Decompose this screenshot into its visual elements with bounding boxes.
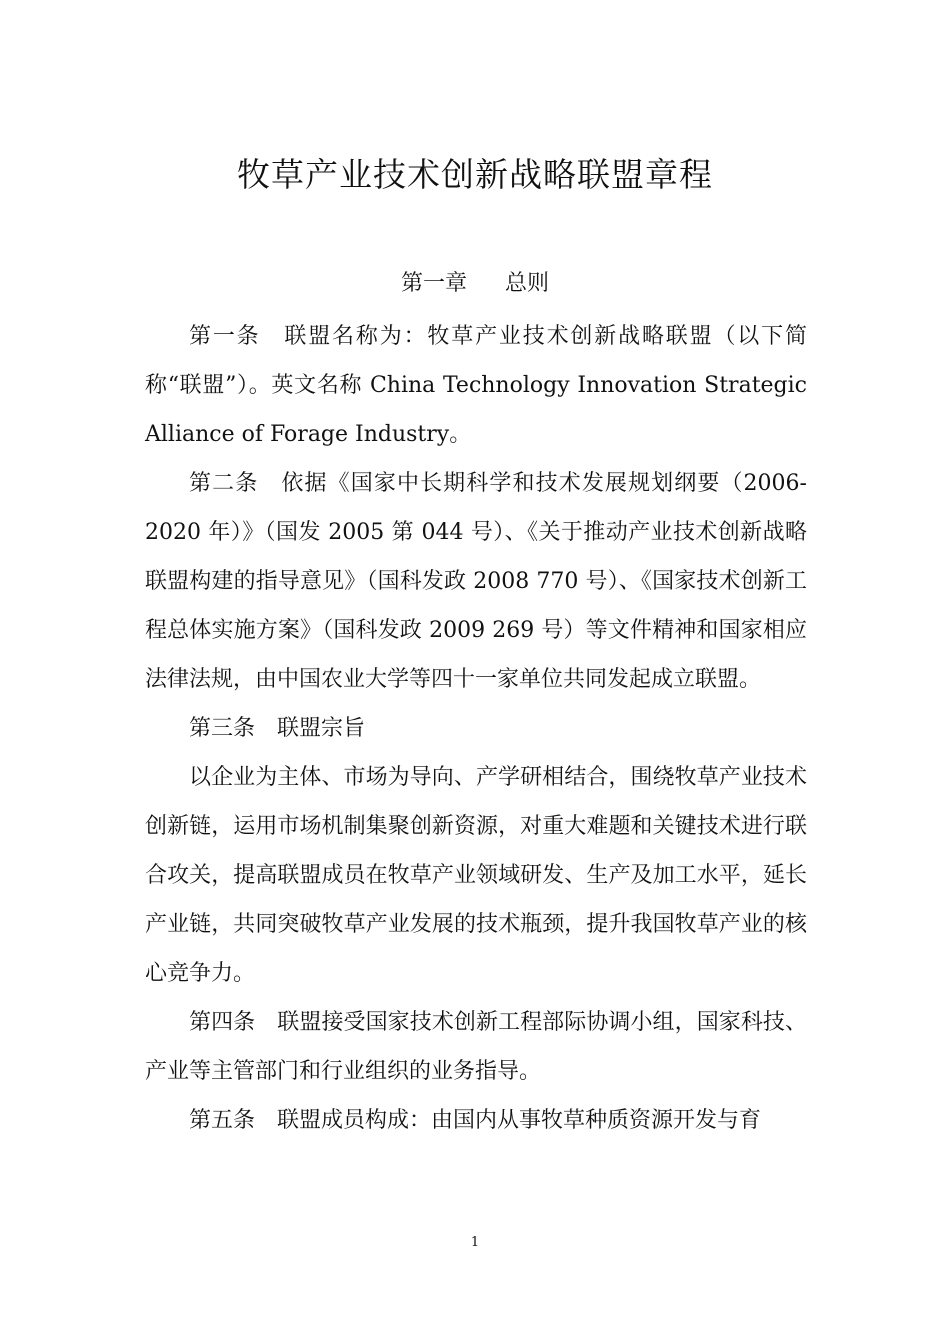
chapter-heading (0, 264, 950, 304)
article-5 (145, 1096, 807, 1145)
article-text: 以企业为主体、市场为导向、产学研相结合，围绕牧草产业技术创新链，运用市场机制集聚创新资源，对重大难题和关键技术进行联合攻关，提高联盟成员在牧草产业领域研发、生产及加工水平，延长产业链，共同突破牧草产业发展的技术瓶颈，提升我国牧草产业的核心竞争力。 (145, 765, 807, 986)
article-4 (145, 998, 807, 1096)
article-1 (145, 312, 807, 459)
document-body (145, 312, 807, 1145)
article-label: 第三条 (189, 716, 256, 741)
article-3 (145, 704, 807, 753)
article-text: 联盟宗旨 (277, 716, 366, 741)
page-number: 1 (470, 1235, 480, 1250)
article-3-body (145, 753, 807, 998)
article-2 (145, 459, 807, 704)
article-label: 第五条 (189, 1108, 256, 1133)
document-title: 牧草产业技术创新战略联盟章程 (237, 155, 713, 194)
article-label: 第一条 (189, 324, 261, 349)
article-text: 联盟成员构成：由国内从事牧草种质资源开发与育 (277, 1108, 762, 1133)
article-text: 联盟名称为：牧草产业技术创新战略联盟（以下简称“联盟”）。英文名称 China Technology Innovation Strategic Alliance of Forage Industry。 (145, 324, 807, 447)
chapter-name: 总则 (505, 271, 550, 296)
article-text: 联盟接受国家技术创新工程部际协调小组，国家科技、产业等主管部门和行业组织的业务指导。 (145, 1010, 807, 1084)
article-label: 第四条 (189, 1010, 256, 1035)
chapter-number: 第一章 (400, 271, 467, 296)
article-label: 第二条 (189, 471, 259, 496)
article-text: 依据《国家中长期科学和技术发展规划纲要（2006-2020 年）》（国发 2005 第 044 号）、《关于推动产业技术创新战略联盟构建的指导意见》（国科发政 2008 770 号）、《国家技术创新工程总体实施方案》（国科发政 2009 269 号）等文件精神和国家相应法律法规，由中国农业大学等四十一家单位共同发起成立联盟。 (145, 471, 807, 692)
